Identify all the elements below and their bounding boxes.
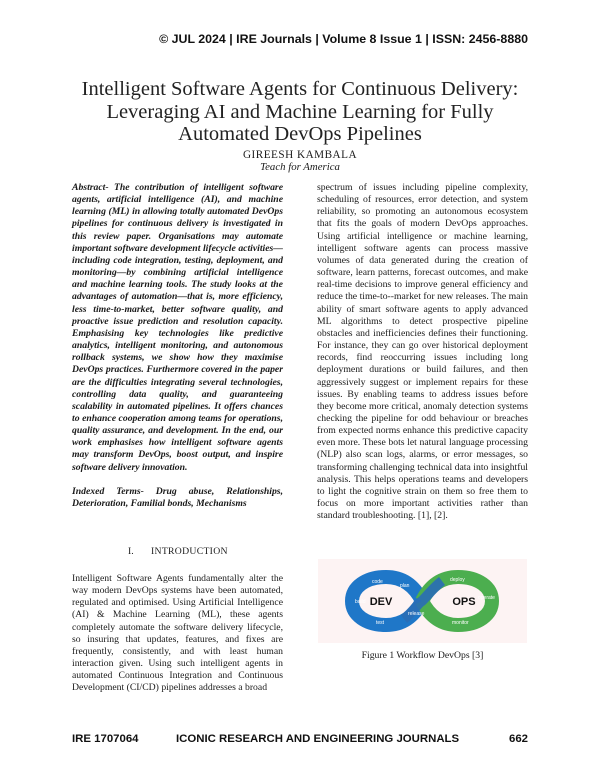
author-name: GIREESH KAMBALA	[242, 149, 358, 161]
stage-label: release	[408, 611, 425, 617]
stage-label: build	[355, 599, 366, 605]
dev-label: DEV	[369, 596, 393, 608]
journal-header: © JUL 2024 | IRE Journals | Volume 8 Issue 1 | ISSN: 2456-8880	[159, 32, 528, 46]
footer-article-id: IRE 1707064	[72, 733, 139, 745]
footer-journal-name: ICONIC RESEARCH AND ENGINEERING JOURNALS	[176, 733, 460, 745]
stage-label: code	[372, 579, 383, 585]
left-column	[72, 182, 283, 510]
abstract: Abstract- The contribution of intelligent software agents, artificial intelligence (AI), and machine learning (ML) in allowing totally automated DevOps pipelines for continuous delivery is investigated in this review paper. Organisations may automate important software development lifecycle activities—including code integration, testing, deployment, and monitoring—by combining artificial intelligence and machine learning tools. The study looks at the advantages of automation—that is, more efficiency, less time-to-market, better software quality, and proactive issue prediction and resolution capacity. Emphasising key technologies like predictive analytics, intelligent monitoring, and autonomous rollback systems, we show how they maximise DevOps practices. Furthermore covered in the paper are the difficulties integrating several technologies, controlling data quality, and guaranteeing scalability in automated pipelines. It offers chances to enhance cooperation among teams for operations, quality assurance, and development. In the end, our work emphasises how intelligent software agents may transform DevOps, boost output, and inspire software delivery innovation.	[72, 182, 283, 473]
devops-workflow-figure	[318, 559, 527, 643]
body-paragraph: spectrum of issues including pipeline complexity, scheduling of resources, error detection, and system reliability, so promoting an autonomous ecosystem that fits the goals of modern DevOps approaches. Using artificial intelligence or machine learning, intelligent software agents can process massive volumes of data generated during the creation of software, learn patterns, forecast outcomes, and make real-time decisions to improve general efficiency and reduce the time-to--market for new releases. The main ability of smart software agents to apply advanced ML algorithms to detect prospective pipeline obstacles and inefficiencies defines their functioning. For instance, they can go over historical deployment records, find reoccurring issues including long deployment durations or build failures, and then aggressively suggest or implement repairs for these issues. By enabling teams to address issues before they become more critical, anomaly detection systems checking the pipeline for odd behaviour or breaches from expected norms enhance this predictive capacity even more. These bots let natural language processing (NLP) also scan logs, alarms, or error messages, so transforming challenging technical data into insightful analysis. This helps operations teams and developers to light the cognitive strain on them so free them to focus on more important activities rather than standard troubleshooting. [1], [2].	[317, 182, 528, 522]
section-number: I.	[128, 546, 134, 557]
author-affiliation: Teach for America	[260, 161, 340, 173]
stage-label: deploy	[450, 577, 465, 583]
footer-page-number: 662	[508, 733, 528, 745]
title-line: Automated DevOps Pipelines	[178, 123, 422, 145]
stage-label: test	[376, 620, 385, 626]
title-line: Intelligent Software Agents for Continuous Delivery:	[81, 78, 519, 100]
stage-label: monitor	[452, 620, 469, 626]
stage-label: plan	[400, 583, 410, 589]
title-line: Leveraging AI and Machine Learning for Fully	[106, 100, 494, 123]
ops-label: OPS	[452, 596, 476, 608]
introduction-text	[72, 573, 283, 695]
index-terms: Indexed Terms- Drug abuse, Relationships, Deterioration, Familial bonds, Mechanisms	[72, 485, 283, 509]
intro-paragraph: Intelligent Software Agents fundamentally alter the way modern DevOps systems have been automated, regulated and optimised. Using Artificial Intelligence (AI) & Machine Learning (ML), these agents completely automate the software delivery lifecycle, so insuring that updates, features, and fixes are frequently, consistently, and with least human interaction given. Using such intelligent agents in automated Continuous Integration and Continuous Development (CI/CD) pipelines addresses a broad	[72, 573, 283, 694]
figure-caption: Figure 1 Workflow DevOps [3]	[361, 650, 484, 661]
section-title: INTRODUCTION	[151, 546, 228, 557]
paper-title	[60, 78, 540, 146]
right-column	[317, 182, 528, 522]
stage-label: operate	[478, 595, 495, 601]
